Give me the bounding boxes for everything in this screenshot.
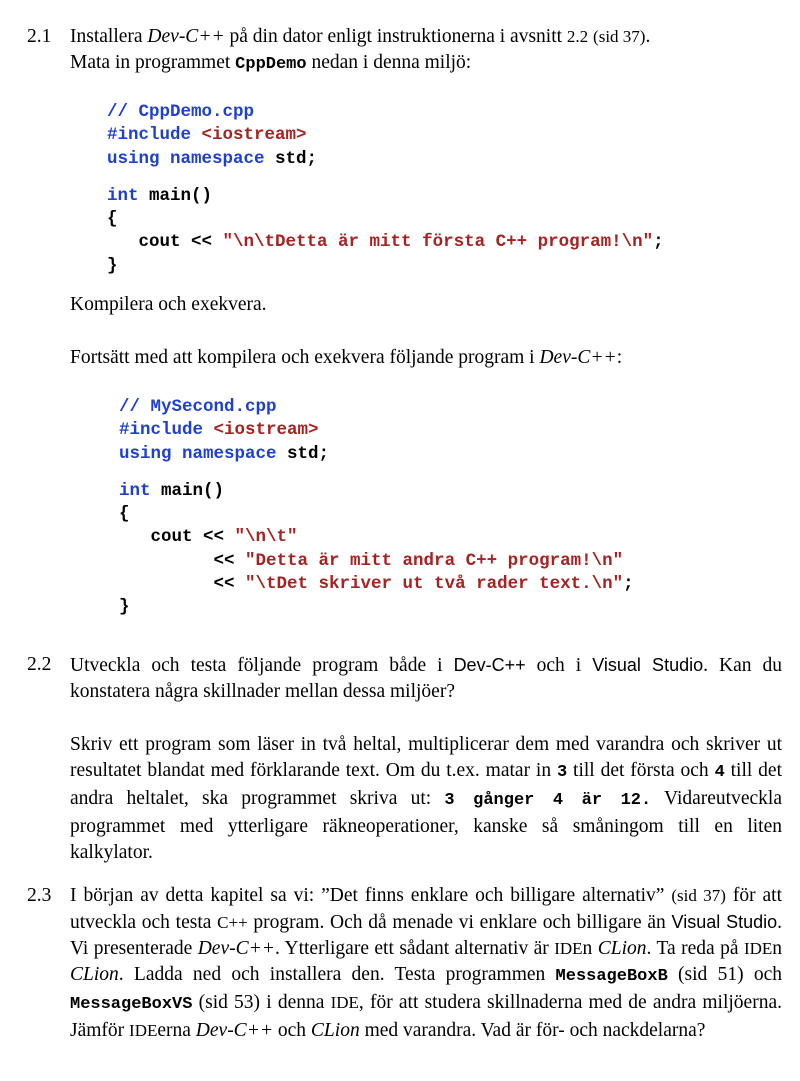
- compile-instruction: Kompilera och exekvera.: [70, 294, 267, 315]
- code-listing-cppdemo: // CppDemo.cpp #include <iostream> using namespace std; int main() { cout << "\n\tDetta är mitt första C++ program!\n"; }: [107, 102, 664, 276]
- expected-output: 3 gånger 4 är 12.: [444, 791, 652, 810]
- continue-instruction: Fortsätt med att kompilera och exekvera följande program i Dev-C++:: [70, 347, 623, 368]
- code-comment: // CppDemo.cpp: [107, 102, 255, 122]
- exercise-number: 2.1: [27, 26, 52, 47]
- exercise-number: 2.3: [27, 885, 52, 906]
- program-name: CppDemo: [235, 55, 307, 74]
- devcpp-name: Dev-C++: [147, 26, 225, 47]
- exercise-intro: Installera Dev-C++ på din dator enligt instruktionerna i avsnitt 2.2 (sid 37). Mata in programmet CppDemo nedan i denna miljö:: [70, 26, 651, 74]
- code-comment: // MySecond.cpp: [119, 397, 277, 417]
- exercise-2-2-task: Skriv ett program som läser in två heltal, multiplicerar dem med varandra och skriver ut resultatet blandat med förklarande text. Om du t.ex. matar in 3 till det första och 4 till det andra heltalet, ska programmet skriva ut: 3 gånger 4 är 12. Vidareutveckla programmet med ytterligare räkneoperationer, kanske så småningom till en liten kalkylator.: [70, 734, 782, 863]
- code-listing-mysecond: // MySecond.cpp #include <iostream> using namespace std; int main() { cout << "\n\t" << "Detta är mitt andra C++ program!\n" << "\tDet skriver ut två rader text.\n"; }: [119, 397, 634, 618]
- exercise-2-3-task: I början av detta kapitel sa vi: ”Det finns enklare och billigare alternativ” (sid 37) för att utveckla och testa C++ program. Och då menade vi enklare och billigare än Visual Studio. Vi presenterade Dev-C++. Ytterligare ett sådant alternativ är IDEn CLion. Ta reda på IDEn CLion. Ladda ned och installera den. Testa programmen MessageBoxB (sid 51) och MessageBoxVS (sid 53) i denna IDE, för att studera skillnaderna med de andra miljöerna. Jämför IDEerna Dev-C++ och CLion med varandra. Vad är för- och nackdelarna?: [70, 885, 783, 1041]
- exercise-2-2-question: Utveckla och testa följande program både i Dev-C++ och i Visual Studio. Kan du konstatera några skillnader mellan dessa miljöer?: [70, 655, 783, 702]
- exercise-number: 2.2: [27, 654, 52, 675]
- code-string: "\n\tDetta är mitt första C++ program!\n": [222, 232, 654, 253]
